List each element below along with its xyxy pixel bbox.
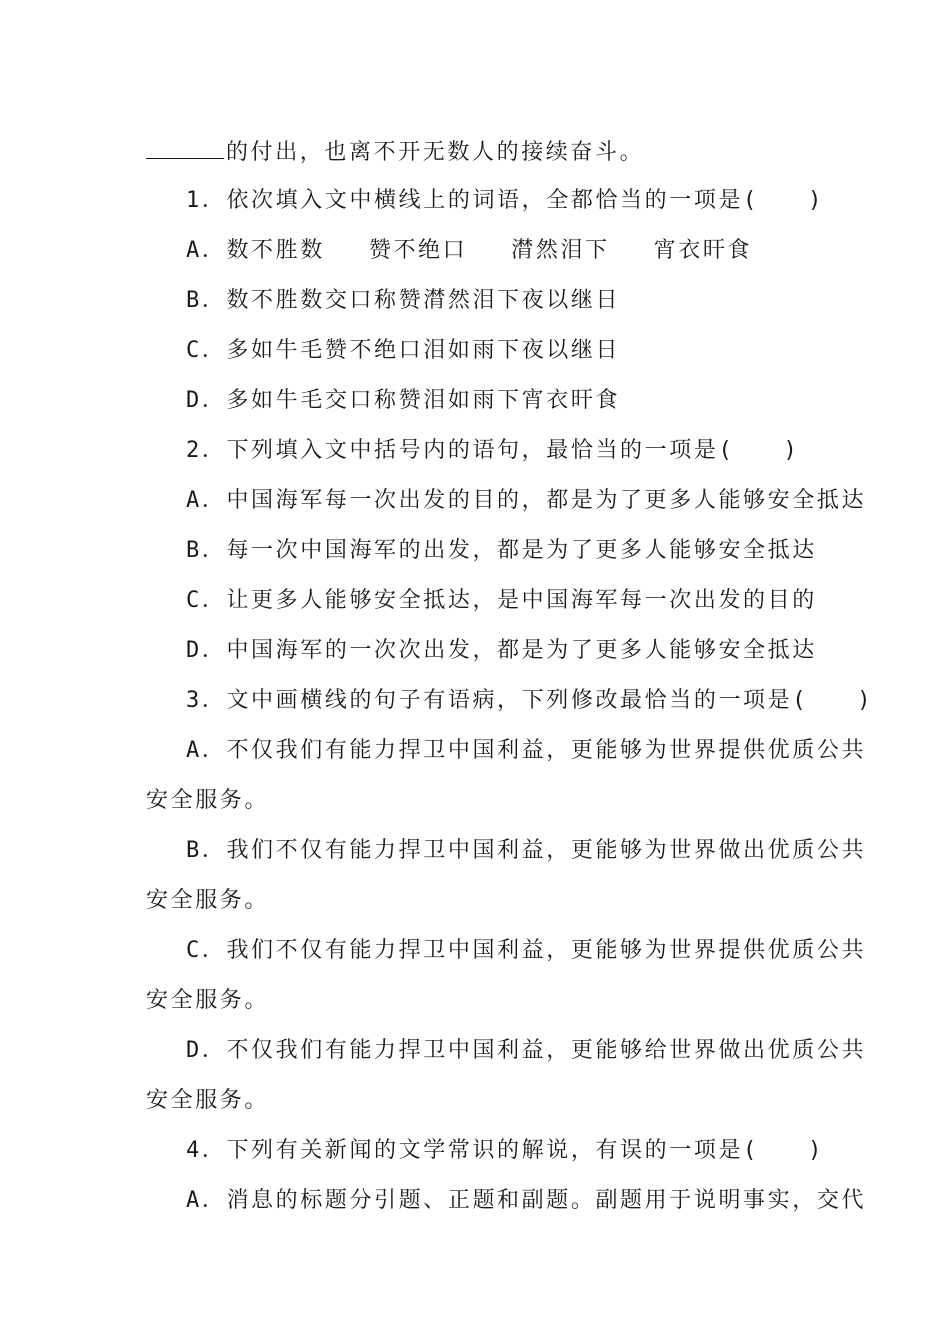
option-label: A．: [186, 238, 227, 263]
text-line-continuation: [146, 138, 644, 168]
option-1c: C．多如牛毛赞不绝口泪如雨下夜以继日: [186, 338, 621, 363]
option-3c-line-2: 安全服务。: [146, 988, 270, 1013]
question-3: 3．文中画横线的句子有语病，下列修改最恰当的一项是( ): [186, 688, 874, 713]
option-3b-line-1: B．我们不仅有能力捍卫中国利益，更能够为世界做出优质公共: [186, 838, 867, 863]
fill-in-blank: [146, 138, 224, 159]
option-3d-line-2: 安全服务。: [146, 1088, 270, 1113]
question-1: 1．依次填入文中横线上的词语，全都恰当的一项是( ): [186, 188, 824, 213]
option-1d: D．多如牛毛交口称赞泪如雨下宵衣旰食: [186, 388, 621, 413]
option-3d-line-1: D．不仅我们有能力捍卫中国利益，更能够给世界做出优质公共: [186, 1038, 867, 1063]
question-2: 2．下列填入文中括号内的语句，最恰当的一项是( ): [186, 438, 800, 463]
option-3a-line-2: 安全服务。: [146, 788, 270, 813]
option-2b: B．每一次中国海军的出发，都是为了更多人能够安全抵达: [186, 538, 817, 563]
option-2a: A．中国海军每一次出发的目的，都是为了更多人能够安全抵达: [186, 488, 867, 513]
option-word-2: 赞不绝口: [368, 238, 468, 263]
option-1b: B．数不胜数交口称赞潸然泪下夜以继日: [186, 288, 621, 313]
question-4: 4．下列有关新闻的文学常识的解说，有误的一项是( ): [186, 1138, 824, 1163]
option-word-3: 潸然泪下: [511, 238, 610, 263]
option-word-1: 数不胜数: [226, 238, 325, 263]
option-3a-line-1: A．不仅我们有能力捍卫中国利益，更能够为世界提供优质公共: [186, 738, 867, 763]
option-4a: A．消息的标题分引题、正题和副题。副题用于说明事实，交代: [186, 1188, 867, 1213]
option-3b-line-2: 安全服务。: [146, 888, 270, 913]
option-1a: [186, 236, 752, 266]
option-word-4: 宵衣旰食: [653, 238, 753, 263]
option-3c-line-1: C．我们不仅有能力捍卫中国利益，更能够为世界提供优质公共: [186, 938, 867, 963]
option-2d: D．中国海军的一次次出发，都是为了更多人能够安全抵达: [186, 638, 817, 663]
option-2c: C．让更多人能够安全抵达，是中国海军每一次出发的目的: [186, 588, 817, 613]
text-fragment: 的付出，也离不开无数人的接续奋斗。: [226, 140, 645, 165]
